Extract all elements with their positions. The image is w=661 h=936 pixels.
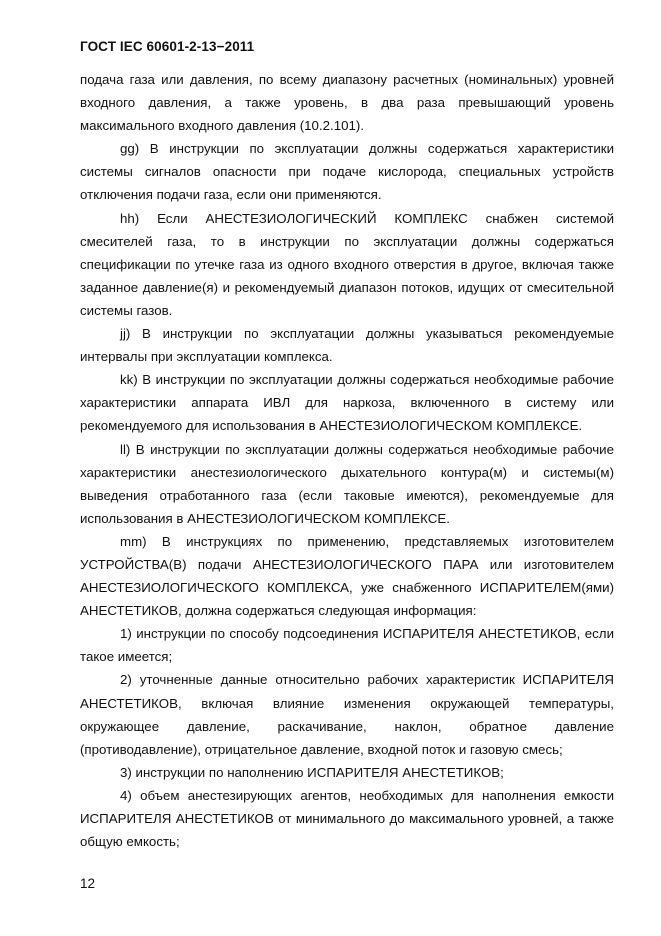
paragraph-mm: mm) В инструкциях по применению, представляемых изготовителем УСТРОЙСТВА(В) подачи АНЕСТЕЗИОЛОГИЧЕСКОГО ПАРА или изготовителем АНЕСТЕЗИОЛОГИЧЕСКОГО КОМПЛЕКСА, уже снабженного ИСПАРИТЕЛЕМ(ями) АНЕСТЕТИКОВ, должна содержаться следующая информация: [80, 533, 614, 619]
list-item-4: 4) объем анестезирующих агентов, необходимых для наполнения емкости ИСПАРИТЕЛЯ АНЕСТЕТИКОВ от минимального до максимального уровней, а также общую емкость; [80, 787, 614, 850]
list-item-2: 2) уточненные данные относительно рабочих характеристик ИСПАРИТЕЛЯ АНЕСТЕТИКОВ, включая влияние изменения окружающей температуры, окружающее давление, раскачивание, наклон, обратное давление (противодавление), отрицательное давление, входной поток и газовую смесь; [80, 672, 614, 757]
paragraph-ll: ll) В инструкции по эксплуатации должны содержаться необходимые рабочие характеристики анестезиологического дыхательного контура(м) и системы(м) выведения отработанного газа (если таковые имеются), рекомендуемые для использования в АНЕСТЕЗИОЛОГИЧЕСКОМ КОМПЛЕКСЕ. [80, 441, 614, 526]
paragraph-continuation: подача газа или давления, по всему диапазону расчетных (номинальных) уровней входного давления, а также уровень, в два раза превышающий уровень максимального входного давления (10.2.101). [80, 72, 614, 134]
document-body [80, 68, 614, 853]
page-number: 12 [80, 876, 96, 891]
list-item-3: 3) инструкции по наполнению ИСПАРИТЕЛЯ АНЕСТЕТИКОВ; [120, 764, 504, 780]
document-header-title: ГОСТ IEC 60601-2-13−2011 [80, 39, 255, 54]
paragraph-gg: gg) В инструкции по эксплуатации должны содержаться характеристики системы сигналов опасности при подаче кислорода, специальных устройств отключения подачи газа, если они применяются. [80, 141, 614, 203]
paragraph-jj: jj) В инструкции по эксплуатации должны указываться рекомендуемые интервалы при эксплуатации комплекса. [80, 326, 614, 365]
list-item-1: 1) инструкции по способу подсоединения ИСПАРИТЕЛЯ АНЕСТЕТИКОВ, если такое имеется; [80, 626, 614, 665]
paragraph-kk: kk) В инструкции по эксплуатации должны содержаться необходимые рабочие характеристики аппарата ИВЛ для наркоза, включенного в систему или рекомендуемого для использования в АНЕСТЕЗИОЛОГИЧЕСКОМ КОМПЛЕКСЕ. [80, 372, 614, 434]
paragraph-hh: hh) Если АНЕСТЕЗИОЛОГИЧЕСКИЙ КОМПЛЕКС снабжен системой смесителей газа, то в инструкции по эксплуатации должны содержаться спецификации по утечке газа из одного входного отверстия в другое, включая также заданное давление(я) и рекомендуемый диапазон потоков, идущих от смесительной системы газов. [80, 210, 614, 318]
